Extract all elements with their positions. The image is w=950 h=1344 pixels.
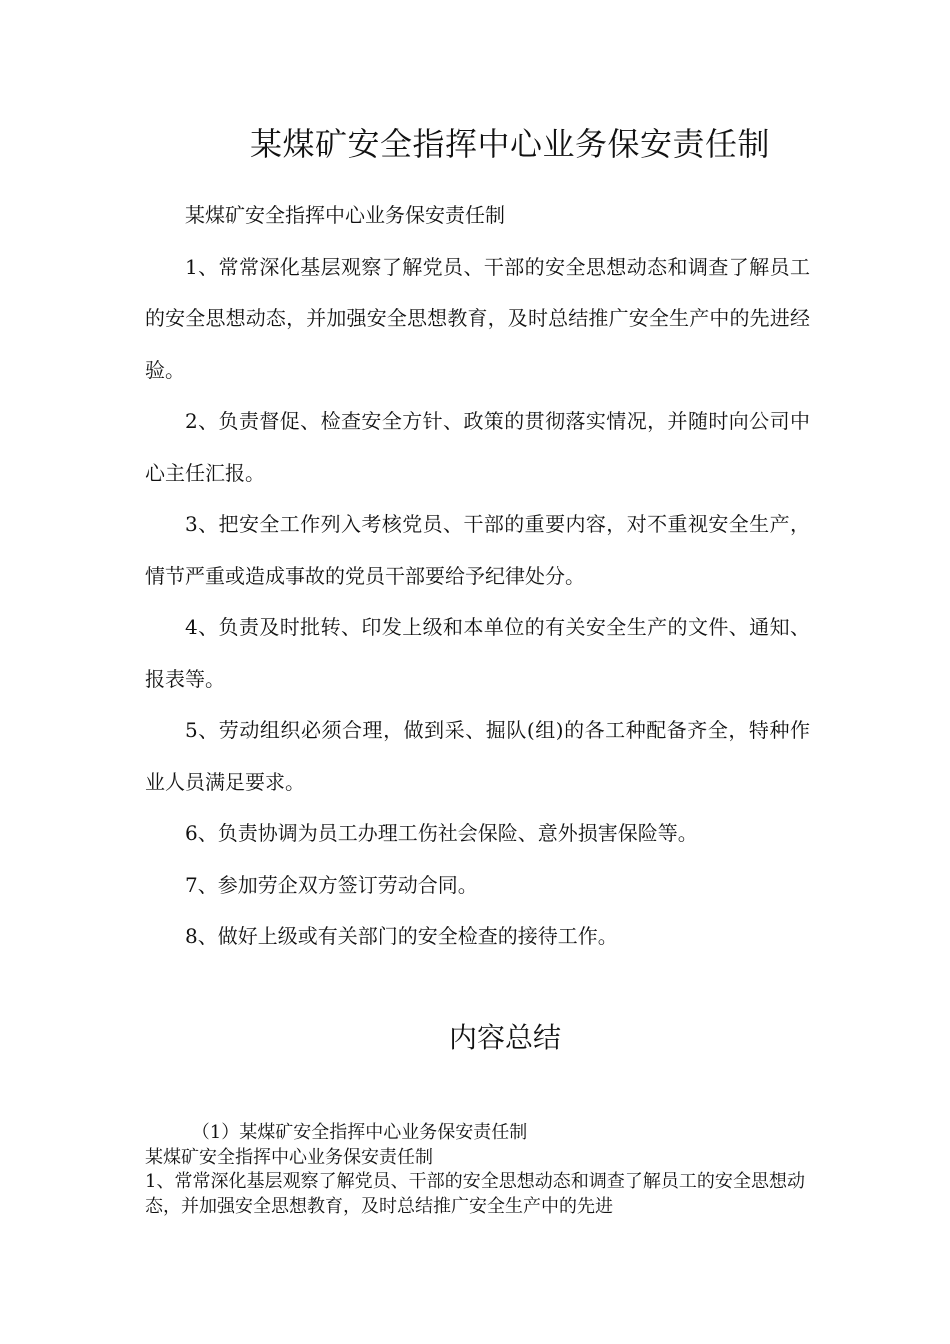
item-5: 5、劳动组织必须合理，做到采、掘队(组)的各工种配备齐全，特种作业人员满足要求。 xyxy=(145,718,810,794)
item-2: 2、负责督促、检查安全方针、政策的贯彻落实情况，并随时向公司中心主任汇报。 xyxy=(145,409,810,485)
item-4: 4、负责及时批转、印发上级和本单位的有关安全生产的文件、通知、报表等。 xyxy=(145,615,810,691)
document-body xyxy=(145,190,810,963)
item-7: 7、参加劳企双方签订劳动合同。 xyxy=(185,872,478,897)
item-8: 8、做好上级或有关部门的安全检查的接待工作。 xyxy=(185,924,618,948)
summary-line-1: （1）某煤矿安全指挥中心业务保安责任制 xyxy=(191,1122,528,1143)
summary-line-2: 某煤矿安全指挥中心业务保安责任制 xyxy=(145,1146,433,1168)
document-subtitle: 某煤矿安全指挥中心业务保安责任制 xyxy=(185,203,505,227)
item-1: 1、常常深化基层观察了解党员、干部的安全思想动态和调查了解员工的安全思想动态，并加强安全思想教育，及时总结推广安全生产中的先进经验。 xyxy=(145,254,810,382)
summary-title: 内容总结 xyxy=(448,1021,561,1054)
summary-line-3: 1、常常深化基层观察了解党员、干部的安全思想动态和调查了解员工的安全思想动态，并加强安全思想教育，及时总结推广安全生产中的先进 xyxy=(145,1171,805,1217)
item-6: 6、负责协调为员工办理工伤社会保险、意外损害保险等。 xyxy=(185,821,698,845)
document-title: 某煤矿安全指挥中心业务保安责任制 xyxy=(249,125,770,163)
item-3: 3、把安全工作列入考核党员、干部的重要内容，对不重视安全生产，情节严重或造成事故的党员干部要给予纪律处分。 xyxy=(145,512,810,588)
summary-body xyxy=(145,1121,805,1219)
